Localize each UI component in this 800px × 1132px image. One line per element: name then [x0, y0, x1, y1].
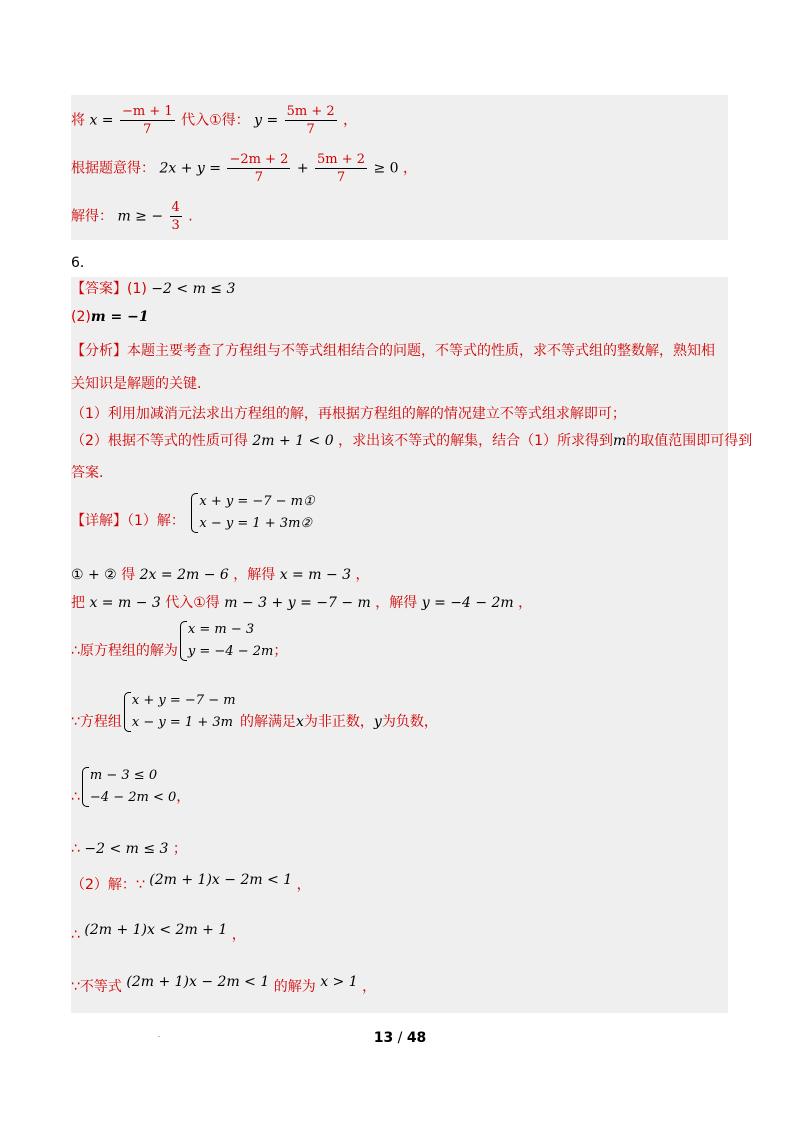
solution-block — [71, 277, 753, 1013]
math: 2m + 1 < 0 — [252, 433, 334, 449]
detail-line-10: ∵不等式 (2m + 1)x − 2m < 1 的解为 x > 1 ， — [71, 974, 377, 995]
detail-line-1: 【详解】（1）解： x + y = −7 − m① x − y = 1 + 3m② — [71, 491, 315, 535]
analysis-line-1: 【分析】本题主要考查了方程组与不等式组相结合的问题，不等式的性质，求不等式组的整数解，熟知相 — [71, 343, 715, 359]
detail-line-5: ∵方程组 x + y = −7 − m x − y = 1 + 3m 的解满足x为非正数，y为负数， — [71, 690, 438, 734]
page-separator: / — [393, 1030, 407, 1046]
detail-line-3: 把 x = m − 3 代入①得 m − 3 + y = −7 − m ，解得 y = −4 − 2m ， — [71, 595, 533, 611]
text: 解得： — [71, 208, 113, 225]
detail-line-4: ∴原方程组的解为 x = m − 3 y = −4 − 2m ； — [71, 619, 287, 663]
page-total: 48 — [406, 1030, 427, 1046]
fraction: $\frac{5m + 2}{7}$ — [317, 152, 366, 185]
previous-solution-block — [71, 95, 728, 240]
text: 代入①得： — [181, 112, 250, 129]
analysis-tag: 【分析】 — [71, 343, 127, 359]
detail-tag: 【详解】 — [71, 513, 127, 529]
question-number: 6． — [71, 255, 94, 271]
math-y-eq: y = — [254, 112, 279, 129]
page-number: 13 — [373, 1030, 394, 1046]
answer-line-1: 【答案】(1) −2 < m ≤ 3 — [71, 281, 236, 297]
math: 2x + y = — [159, 160, 221, 177]
math: m ≥ − — [117, 208, 164, 225]
condition-line: 根据题意得： 2x + y = $\frac{-2m + 2}{7}$ + $\frac{5m + 2}{7}$ ≥ 0 ， — [71, 152, 418, 185]
analysis-line-2: 关知识是解题的关键. — [71, 376, 202, 392]
detail-line-2: ① + ② 得 2x = 2m − 6 ，解得 x = m − 3 ， — [71, 567, 370, 583]
detail-line-6: ∴ m − 3 ≤ 0 −4 − 2m < 0 ， — [71, 765, 190, 809]
page-footer — [0, 1030, 800, 1046]
detail-line-9: ∴ (2m + 1)x < 2m + 1 ， — [71, 922, 246, 943]
math-x-eq: x = — [89, 112, 114, 129]
equation-system-1: x + y = −7 − m① x − y = 1 + 3m② — [189, 491, 314, 535]
detail-line-7: ∴ −2 < m ≤ 3 ； — [71, 841, 187, 857]
substitution-line: 将 x = $\frac{-m + 1}{7}$ 代入①得： y = $\frac{5m + 2}{7}$ ， — [71, 104, 358, 137]
fraction: $\frac{-m + 1}{7}$ — [121, 104, 173, 137]
text: 根据题意得： — [71, 160, 155, 177]
solve-line: 解得： m ≥ − $\frac{4}{3}$ . — [71, 200, 193, 233]
math: m = −1 — [90, 309, 149, 325]
text: 将 — [71, 112, 85, 129]
analysis-line-5: 答案. — [71, 465, 104, 481]
detail-line-8: （2）解：∵ (2m + 1)x − 2m < 1 ， — [71, 872, 311, 893]
fraction: $\frac{-2m + 2}{7}$ — [229, 152, 289, 185]
analysis-line-4: （2）根据不等式的性质可得 2m + 1 < 0 ，求出该不等式的解集，结合（1）所求得到m的取值范围即可得到 — [71, 433, 753, 449]
equation-system-3: x + y = −7 − m x − y = 1 + 3m — [122, 690, 236, 734]
fraction: $\frac{4}{3}$ — [171, 200, 180, 233]
math: −2 < m ≤ 3 — [151, 281, 236, 297]
analysis-line-3: （1）利用加减消元法求出方程组的解，再根据方程组的解的情况建立不等式组求解即可； — [71, 406, 626, 422]
answer-line-2: (2)m = −1 — [71, 309, 149, 325]
equation-system-2: x = m − 3 y = −4 − 2m — [178, 619, 273, 663]
fraction: $\frac{5m + 2}{7}$ — [286, 104, 335, 137]
answer-tag: 【答案】 — [71, 281, 127, 297]
equation-system-4: m − 3 ≤ 0 −4 − 2m < 0 — [80, 765, 176, 809]
